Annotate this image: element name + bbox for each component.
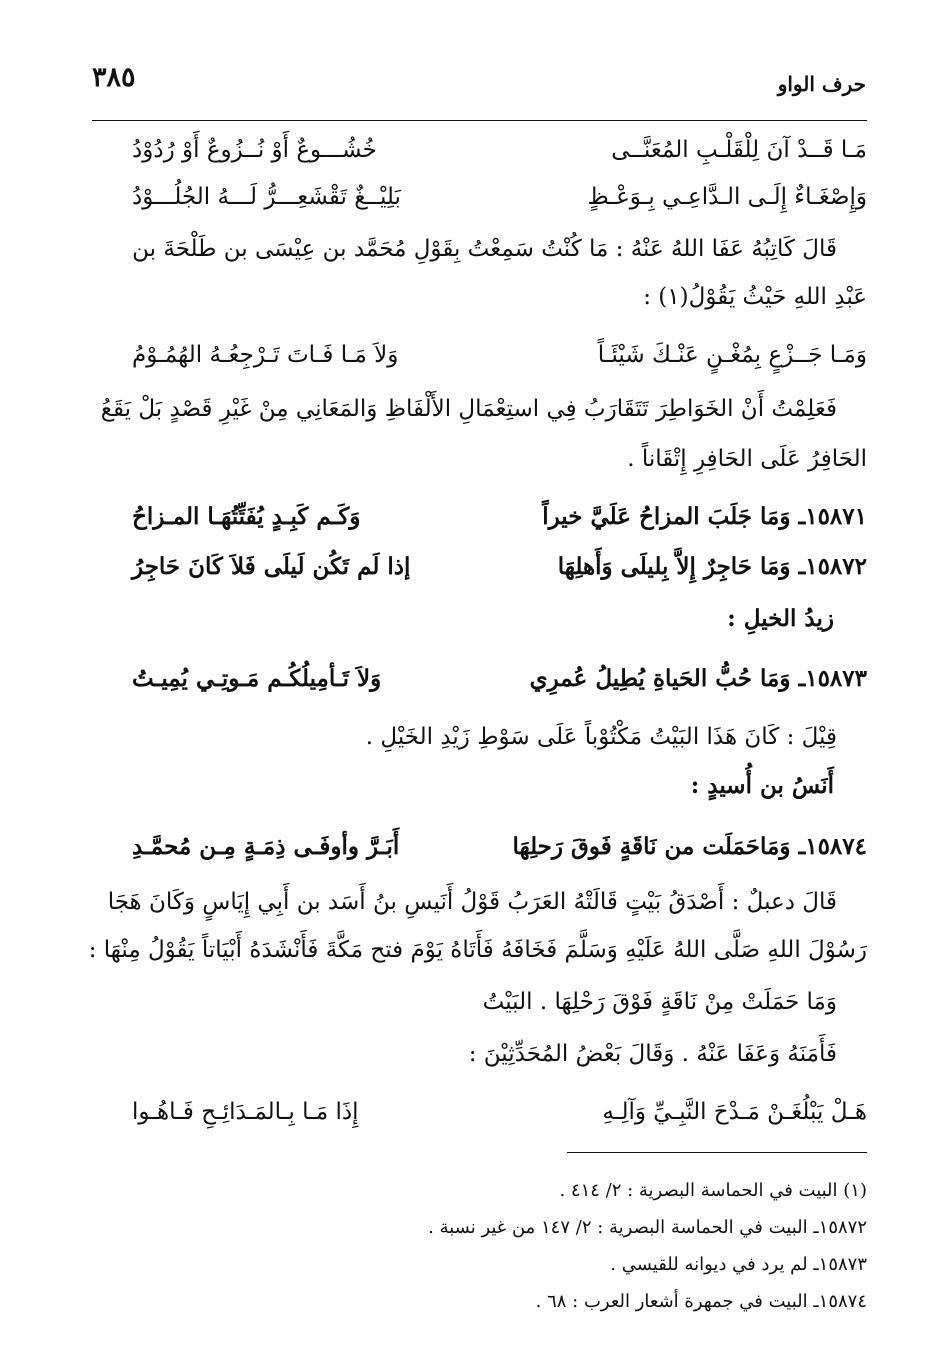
header-divider [92, 120, 867, 121]
verse-first-hemistich: ١٥٨٧٣ـ وَمَا حُبُّ الحَياةِ يُطِيلُ عُمرِي [529, 665, 867, 692]
prose-line: قَالَ كَاتِبُهُ عَفَا اللهُ عَنْهُ : مَا كُنْتُ سَمِعْتُ بِقَوْلِ مُحَمَّد بن عِيْسَى بن طَلْحَةَ بن [132, 236, 837, 262]
verse-first-hemistich: ١٥٨٧٢ـ وَمَا حَاجِرٌ إِلاَّ بِليلَى وَأَهلِهَا [557, 553, 867, 580]
prose-line: رَسُوْلَ اللهِ صَلَّى اللهُ عَلَيْهِ وَسَلَّمَ فَخَافَهُ فَأَتَاهُ يَوْمَ فتح مَكَّةَ فَأَنْشَدَهُ أَبْيَاتاً يَقُوْلُ مِنْهَا : [88, 937, 867, 963]
footnote: ١٥٨٧٢ـ البيت في الحماسة البصرية : ٢/ ١٤٧ من غير نسبة . [428, 1217, 867, 1238]
verse-first-hemistich: ١٥٨٧١ـ وَمَا جَلَبَ المزاحُ عَلَيَّ خيراً [542, 503, 867, 530]
verse-second-hemistich: إذا لَم تَكُن لَيلَى فَلاَ كَانَ حَاجِرُ [132, 553, 411, 580]
verse-second-hemistich: وَلاَ مَـا فَـاتَ تَـرْجِعُـهُ الهُمُـوْمُ [132, 342, 399, 368]
prose-line: فَأَمَنَهُ وَعَفَا عَنْهُ . وَقَالَ بَعْضُ المُحَدِّثِيْنَ : [468, 1041, 837, 1067]
prose-line: عَبْدِ اللهِ حَيْثُ يَقُوْلُ(١) : [643, 284, 867, 310]
page-number: ٣٨٥ [92, 62, 136, 93]
prose-line: قَالَ دعبلٌ : أَصْدَقُ بَيْتٍ قَالَتْهُ العَرَبُ قَوْلُ أَنَيسِ بنُ أَسَد بن أَبِي إِيَاسٍ وَكَانَ هَجَا [107, 889, 837, 915]
verse-first-hemistich: وَمَـا جَــزْعٍ بِمُغْـنٍ عَنْـكَ شَيْئَـاً [597, 342, 867, 368]
verse-first-hemistich: هَـلْ يَبْلُغَـنْ مَـدْحَ النَّبِـيِّ وَآلِـهِ [602, 1099, 867, 1125]
verse-second-hemistich: وَلاَ تَـأمِيلُكُـم مَـوتِـي يُمِيـتُ [132, 665, 382, 692]
chapter-title: حرف الواو [777, 72, 866, 96]
verse-second-hemistich: بَلِيْــغٌ تَقْشَعِـــرُّ لَـــهُ الجُلُـــوْدُ [132, 184, 401, 210]
prose-line: وَمَا حَمَلَتْ مِنْ نَاقَةٍ فَوْقَ رَحْلِهَا . البَيْتُ [482, 989, 837, 1015]
poet-heading: أَنَسُ بن أُسيدٍ : [690, 772, 834, 799]
verse-first-hemistich: مَـا قَــدْ آنَ لِلْقَلْـبِ المُعَنَّــى [611, 137, 867, 163]
prose-line: قِيْلَ : كَانَ هَذَا البَيْتُ مَكْتُوْباً عَلَى سَوْطِ زَيْدِ الخَيْلِ . [365, 724, 837, 750]
verse-second-hemistich: إِذَا مَـا بِـالمَـدَائِـحِ فَـاهُـوا [132, 1099, 359, 1125]
verse-second-hemistich: أَبَـرَّ وأوفَـى ذِمَـةٍ مِـن مُحمَّـدِ [132, 833, 400, 860]
prose-line: الحَافِرُ عَلَى الحَافِرِ إِتْقَاناً . [627, 446, 867, 472]
footnote: ١٥٨٧٣ـ لم يرد في ديوانه للقيسي . [610, 1254, 867, 1275]
footnote: ١٥٨٧٤ـ البيت في جمهرة أشعار العرب : ٦٨ . [535, 1291, 867, 1312]
verse-second-hemistich: وَكَـم كَبِـدٍ يُفَتِّتُهَـا المـزاحُ [132, 503, 361, 530]
verse-first-hemistich: وَإِصْغَـاءٌ إِلَـى الـدَّاعِـي بِـوَعْـظٍ [587, 184, 867, 210]
verse-first-hemistich: ١٥٨٧٤ـ وَمَاحَمَلَت من نَاقَةٍ فَوقَ رَحلِهَا [512, 833, 867, 860]
prose-line: فَعَلِمْتُ أَنْ الخَوَاطِرَ تَتَقَارَبُ فِي استِعْمَالِ الأَلْفَاظِ وَالمَعَانِي مِنْ غَيْرِ قَصْدٍ بَلْ يَقَعُ [100, 396, 837, 422]
footnote: (١) البيت في الحماسة البصرية : ٢/ ٤١٤ . [559, 1180, 867, 1201]
verse-second-hemistich: خُشُـــوعٌ أَوْ نُــزُوعٌ أَوْ رُدُوْدُ [132, 137, 377, 163]
poet-heading: زيدُ الخيلِ : [727, 605, 834, 632]
footnote-divider [567, 1152, 867, 1153]
